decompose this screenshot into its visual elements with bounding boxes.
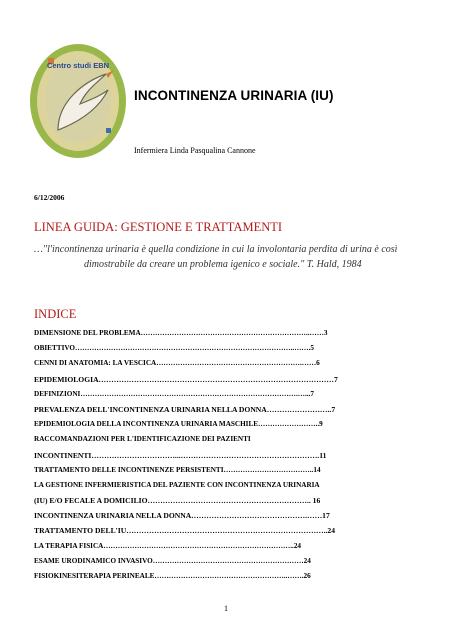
svg-text:Centro studi EBN: Centro studi EBN xyxy=(46,61,110,70)
toc-entry[interactable]: FISIOKINESITERAPIA PERINEALE………………………………………………..…….26 xyxy=(34,572,311,580)
page-number: 1 xyxy=(224,604,228,613)
toc-entry[interactable]: OBIETTIVO………………………………………………………………………………..…….5 xyxy=(34,344,314,353)
toc-entry[interactable]: RACCOMANDAZIONI PER L'IDENTIFICAZIONE DEI PAZIENTI xyxy=(34,435,251,444)
toc-entry[interactable]: EPIDEMIOLOGIA DELLA INCONTINENZA URINARIA MASCHILE……………………..9 xyxy=(34,420,323,429)
quote-line-2: dimostrabile da creare un problema igenico e sociale." xyxy=(84,259,305,270)
toc-entry[interactable]: EPIDEMIOLOGIA…………………………………………………………………………………7 xyxy=(34,374,338,384)
document-date: 6/12/2006 xyxy=(34,193,65,202)
toc-entry[interactable]: CENNI DI ANATOMIA: LA VESCICA…………………………………………………….……6 xyxy=(34,359,320,368)
toc-entry[interactable]: TRATTAMENTO DELL'IU……………………………………………………………………..24 xyxy=(34,526,336,536)
toc-entry[interactable]: INCONTINENZA URINARIA NELLA DONNA……………………………………….……17 xyxy=(34,511,330,521)
toc-entry[interactable]: DEFINIZIONI……………………………………………………………………………….…...7 xyxy=(34,389,314,398)
quote-author: T. Hald, 1984 xyxy=(306,259,362,270)
quote xyxy=(34,242,424,272)
centro-studi-ebn-logo xyxy=(28,42,128,160)
toc-entry[interactable]: LA TERAPIA FISICA……………………………………………………………………..24 xyxy=(34,541,302,550)
quote-line-2-wrapper xyxy=(34,257,424,272)
quote-line-1: …"l'incontinenza urinaria è quella condizione in cui la involontaria perdita di urina è così xyxy=(34,244,398,255)
author-name: Infermiera Linda Pasqualina Cannone xyxy=(134,146,256,155)
table-of-contents xyxy=(34,326,410,584)
toc-entry[interactable]: (IU) E/O FECALE A DOMICILIO……………………………………………………….. 16 xyxy=(34,496,321,506)
document-title: INCONTINENZA URINARIA (IU) xyxy=(134,88,334,103)
toc-entry[interactable]: PREVALENZA DELL'INCONTINENZA URINARIA NELLA DONNA……………………..7 xyxy=(34,404,336,414)
toc-entry[interactable]: TRATTAMENTO DELLE INCONTINENZE PERSISTENTI………………………………..14 xyxy=(34,465,321,474)
toc-entry[interactable]: ESAME URODINAMICO INVASIVO………………………………………………………24 xyxy=(34,556,311,565)
index-heading: INDICE xyxy=(34,307,77,321)
toc-entry[interactable]: LA GESTIONE INFERMIERISTICA DEL PAZIENTE CON INCONTINENZA URINARIA xyxy=(34,480,320,489)
toc-entry[interactable]: DIMENSIONE DEL PROBLEMA……………………………………………………………..……3 xyxy=(34,329,328,337)
toc-entry[interactable]: INCONTINENTI……………………………...……………………………………………….11 xyxy=(34,450,327,460)
guideline-title: LINEA GUIDA: GESTIONE E TRATTAMENTI xyxy=(34,220,283,234)
